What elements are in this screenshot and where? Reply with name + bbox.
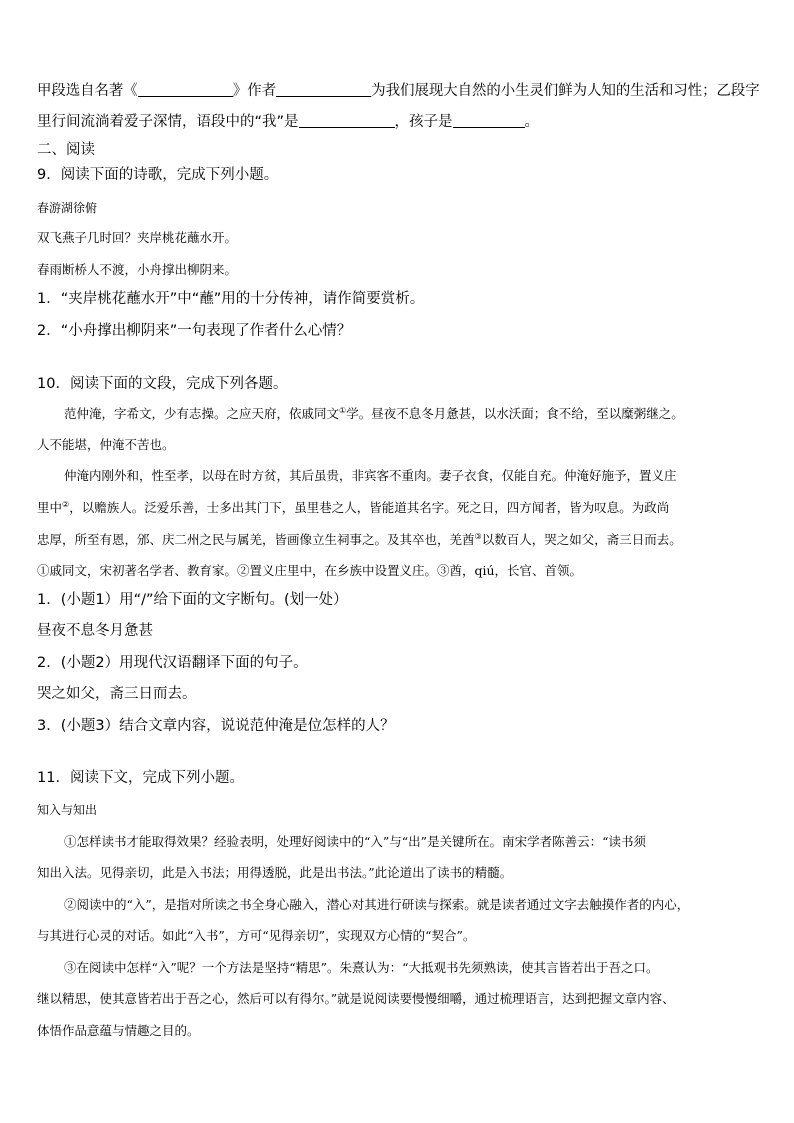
question-10-sub-3: 3．(小题3）结合文章内容，说说范仲淹是位怎样的人？ xyxy=(37,718,395,734)
article-line: ①怎样读书才能取得效果？经验表明，处理好阅读中的“入”与“出”是关键所在。南宋学者陈善云：“读书须 xyxy=(64,834,646,849)
intro-text: 为我们展现大自然的小生灵们鲜为人知的生活和习性；乙段字 xyxy=(371,83,760,99)
article-line: ②阅读中的“入”，是指对所读之书全身心融入，潜心对其进行研读与探索。就是读者通过文字去触摸作者的内心， xyxy=(64,897,690,912)
intro-text: 甲段选自名著《 xyxy=(37,83,138,99)
answer-blank-book[interactable] xyxy=(138,82,233,97)
footnotes: ①戚同文，宋初著名学者、教育家。②置义庄里中，在乡族中设置义庄。③酋，qiú，长官、首领。 xyxy=(37,563,583,578)
poem-title: 春游湖徐俯 xyxy=(37,201,98,215)
intro-line-1 xyxy=(37,82,760,100)
question-10-sub-2-text: 哭之如父，斋三日而去。 xyxy=(37,686,197,702)
passage-text: ，以赡族人。泛爱乐善，士多出其门下，虽里巷之人，皆能道其名字。死之日，四方闻者，皆为叹息。为政尚 xyxy=(69,500,670,515)
passage-text: 范仲淹，字希文，少有志操。之应天府，依戚同文 xyxy=(64,406,340,421)
answer-blank-child[interactable] xyxy=(453,113,525,128)
question-10-stem: 10．阅读下面的文段，完成下列各题。 xyxy=(37,376,288,392)
question-9-stem: 9．阅读下面的诗歌，完成下列小题。 xyxy=(37,167,279,183)
passage-text: 以数百人，哭之如父，斋三日而去。 xyxy=(481,532,682,547)
poem-line: 双飞燕子几时回？夹岸桃花蘸水开。 xyxy=(37,230,238,245)
question-9-sub-2: 2．“小舟撑出柳阴来”一句表现了作者什么心情？ xyxy=(37,323,352,339)
passage-text: 忠厚，所至有恩，邠、庆二州之民与属羌，皆画像立生祠事之。及其卒也，羌酋 xyxy=(37,532,475,547)
passage-line xyxy=(64,406,684,421)
intro-text: 里行间流淌着爱子深情，语段中的“我”是 xyxy=(37,114,299,130)
section-title: 二、阅读 xyxy=(37,142,95,158)
article-line: 体悟作品意蕴与情趣之目的。 xyxy=(37,1023,200,1038)
answer-blank-author[interactable] xyxy=(276,82,371,97)
footnote-marker: ① xyxy=(339,406,347,415)
article-line: 知出入法。见得亲切，此是入书法；用得透脱，此是出书法。”此论道出了读书的精髓。 xyxy=(37,865,513,880)
intro-text: 》作者 xyxy=(232,83,277,99)
article-title: 知入与知出 xyxy=(37,803,98,817)
question-10-sub-1-text: 昼夜不息冬月惫甚 xyxy=(37,623,153,639)
passage-line: 仲淹内刚外和，性至孝，以母在时方贫，其后虽贵，非宾客不重肉。妻子衣食，仅能自充。仲淹好施予，置义庄 xyxy=(64,468,677,483)
article-line: 与其进行心灵的对话。如此“入书”，方可“见得亲切”，实现双方心情的“契合”。 xyxy=(37,928,476,943)
question-10-sub-1: 1．(小题1）用“/”给下面的文字断句。(划一处） xyxy=(37,592,348,608)
poem-line: 春雨断桥人不渡，小舟撑出柳阴来。 xyxy=(37,262,238,277)
passage-text: 学。昼夜不息冬月惫甚，以水沃面；食不给，至以糜粥继之。 xyxy=(346,406,684,421)
passage-line: 人不能堪，仲淹不苦也。 xyxy=(37,437,175,452)
intro-text: ，孩子是 xyxy=(394,114,453,130)
answer-blank-me[interactable] xyxy=(299,113,395,128)
article-line: 继以精思，使其意皆若出于吾之心，然后可以有得尔。”就是说阅读要慢慢细嚼，通过梳理语言，达到把握文章内容、 xyxy=(37,991,675,1006)
passage-line xyxy=(37,500,669,515)
intro-text: 。 xyxy=(524,114,540,130)
passage-text: 里中 xyxy=(37,500,63,515)
footnote-marker: ② xyxy=(62,500,70,509)
question-9-sub-1: 1．“夹岸桃花蘸水开”中“蘸”用的十分传神，请作简要赏析。 xyxy=(37,291,425,307)
intro-line-2 xyxy=(37,113,539,131)
footnote-marker: ③ xyxy=(474,532,482,541)
passage-line xyxy=(37,532,682,547)
article-line: ③在阅读中怎样“入”呢？一个方法是坚持“精思”。朱熹认为：“大抵观书先须熟读，使其言皆若出于吾之口。 xyxy=(64,960,659,975)
question-10-sub-2: 2．(小题2）用现代汉语翻译下面的句子。 xyxy=(37,655,308,671)
question-11-stem: 11．阅读下文，完成下列小题。 xyxy=(37,770,244,786)
